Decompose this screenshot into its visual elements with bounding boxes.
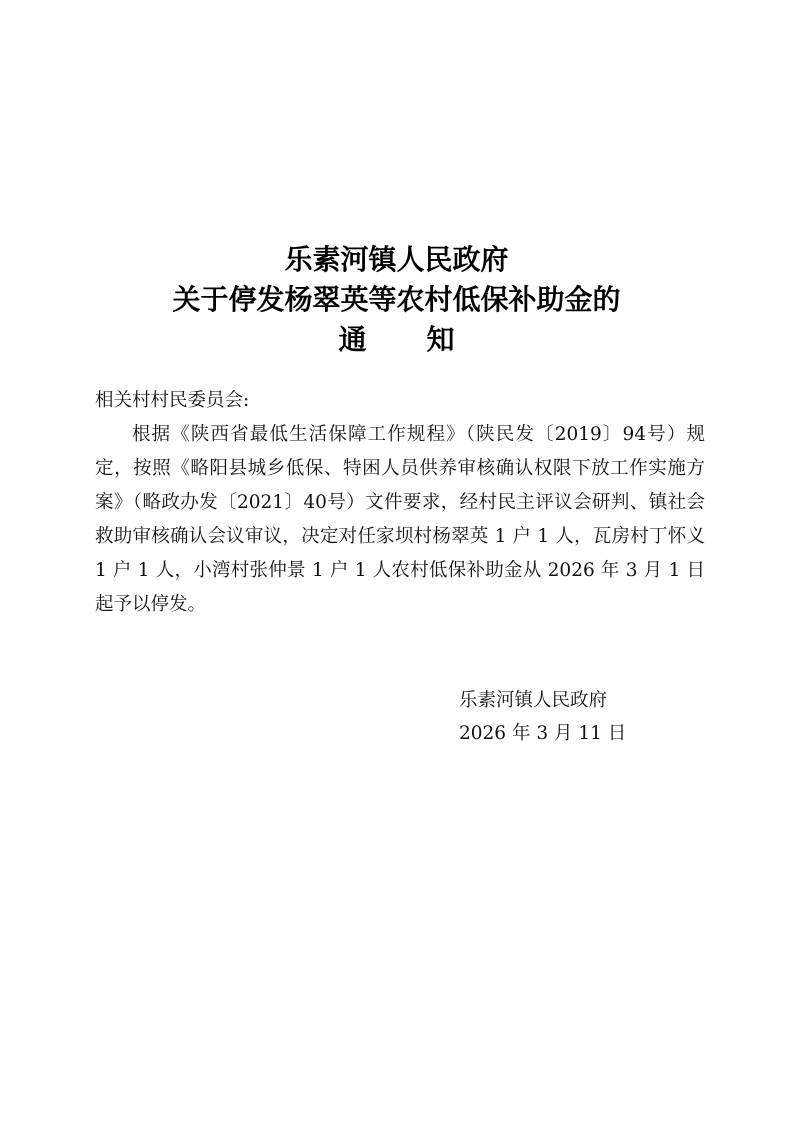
salutation: 相关村村民委员会:: [95, 390, 250, 411]
body-paragraph: 根据《陕西省最低生活保障工作规程》（陕民发〔2019〕94号）规定，按照《略阳县城乡低保、特困人员供养审核确认权限下放工作实施方案》（略政办发〔2021〕40号）文件要求，经村民主评议会研判、镇社会救助审核确认会议审议，决定对任家坝村杨翠英 1 户 1 人，瓦房村丁怀义 1 户 1 人，小湾村张仲景 1 户 1 人农村低保补助金从 2026 年 3 月 1 日起予以停发。: [95, 424, 705, 615]
title-line-subject: 关于停发杨翠英等农村低保补助金的: [172, 283, 621, 316]
signature-block: [459, 684, 626, 750]
signature-date: 2026 年 3 月 11 日: [459, 723, 627, 744]
title-line-notice: 通知: [338, 323, 515, 356]
document-body: [95, 384, 705, 622]
document-title: [0, 240, 793, 360]
title-line-issuer: 乐素河镇人民政府: [284, 243, 509, 276]
signature-issuer: 乐素河镇人民政府: [459, 690, 608, 711]
